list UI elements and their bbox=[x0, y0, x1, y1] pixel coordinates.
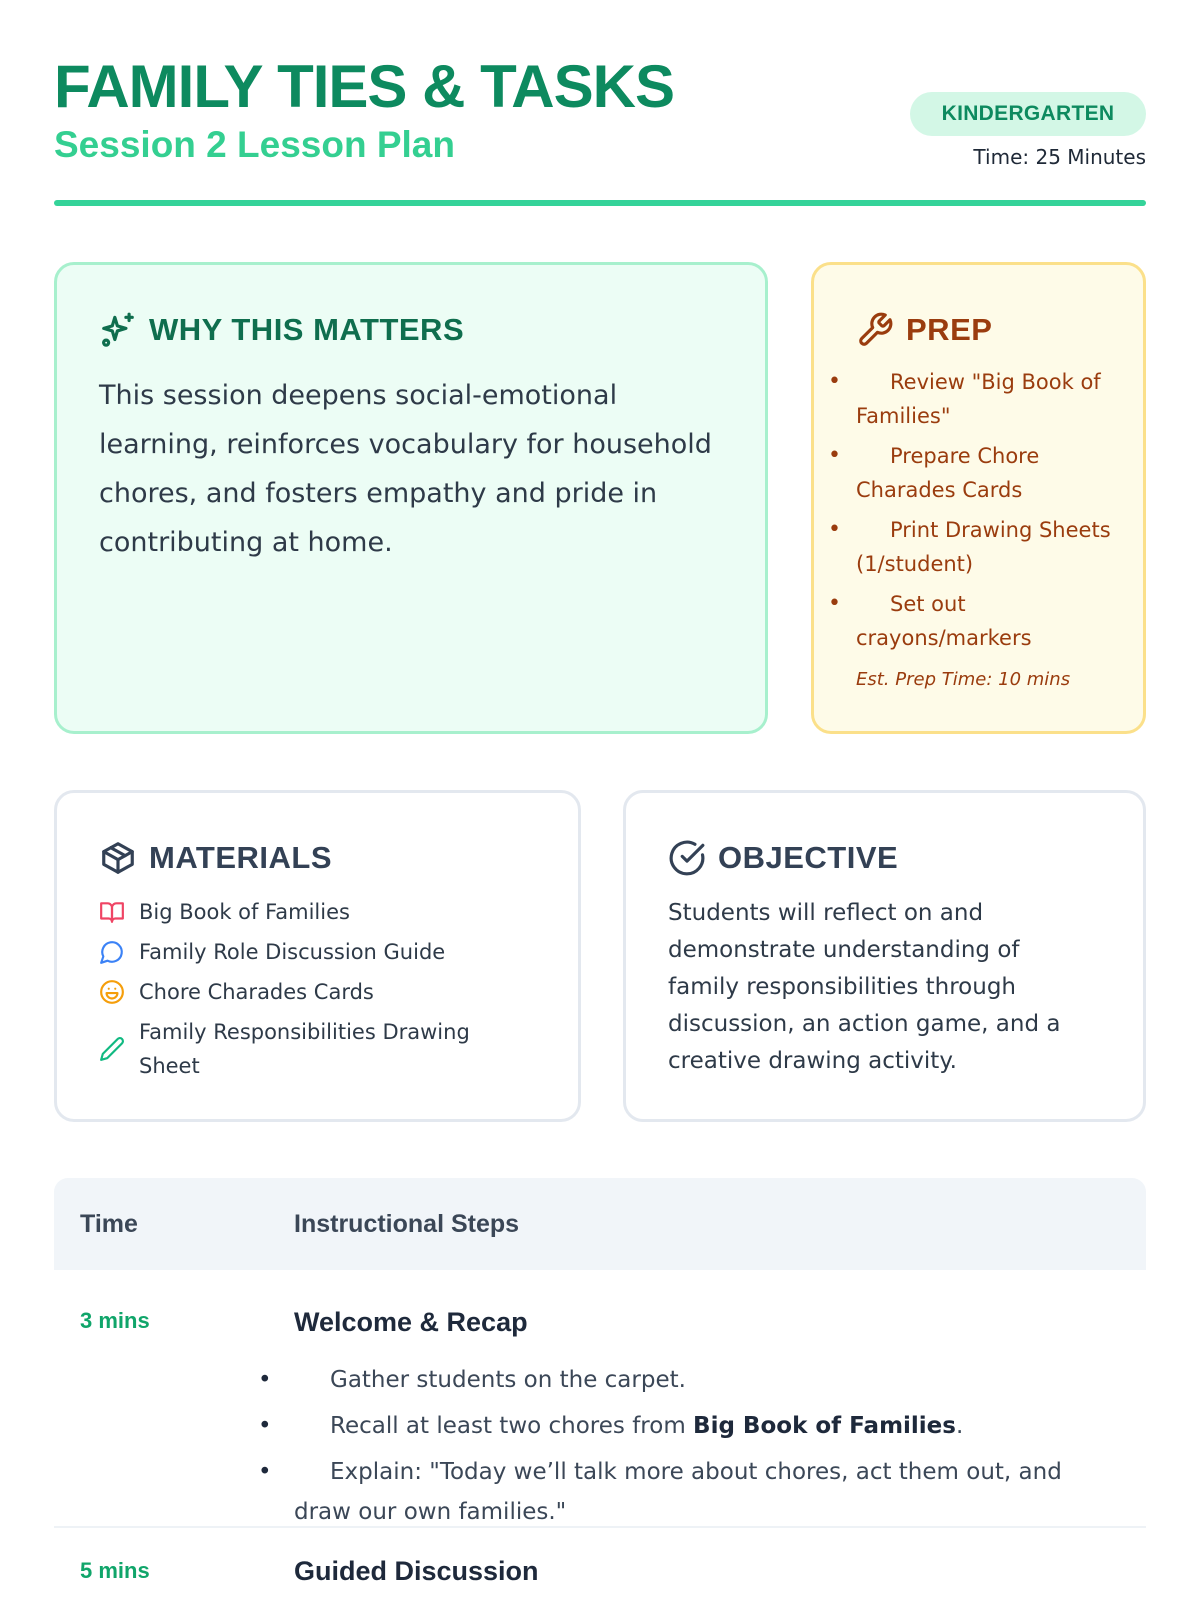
book-open-icon bbox=[99, 899, 125, 925]
chat-bubble-icon bbox=[99, 939, 125, 965]
check-circle-icon bbox=[668, 839, 706, 877]
sparkles-icon bbox=[99, 311, 137, 349]
step-item bbox=[294, 1360, 1114, 1400]
wrench-icon bbox=[856, 311, 894, 349]
column-header-time: Time bbox=[80, 1210, 138, 1238]
table-row bbox=[54, 1270, 1146, 1528]
prep-card-title: PREP bbox=[906, 312, 993, 347]
book-title-emphasis: Big Book of Families bbox=[693, 1413, 956, 1439]
objective-body: Students will reflect on and demonstrate understanding of family responsibilities through discussion, an action game, and a creative drawing activity. bbox=[668, 900, 1061, 1074]
prep-item: • Set out crayons/markers bbox=[856, 587, 1118, 655]
prep-card bbox=[811, 262, 1146, 734]
smile-icon bbox=[99, 979, 125, 1005]
table-header bbox=[54, 1178, 1146, 1270]
step-text: Gather students on the carpet. bbox=[330, 1367, 686, 1393]
step-title: Guided Discussion bbox=[294, 1556, 539, 1586]
step-text: Explain: "Today we’ll talk more about chores, act them out, and draw our own families." bbox=[294, 1459, 1062, 1525]
step-list bbox=[294, 1360, 1114, 1538]
materials-card-title: MATERIALS bbox=[149, 840, 333, 875]
pencil-icon bbox=[99, 1036, 125, 1062]
header-divider bbox=[54, 200, 1146, 206]
prep-checklist bbox=[856, 365, 1118, 661]
why-this-matters-card bbox=[54, 262, 768, 734]
step-text: . bbox=[955, 1413, 964, 1439]
prep-item: • Print Drawing Sheets (1/student) bbox=[856, 513, 1118, 581]
material-label: Family Responsibilities Drawing Sheet bbox=[139, 1020, 470, 1078]
step-duration: 5 mins bbox=[80, 1558, 150, 1583]
objective-card bbox=[623, 790, 1146, 1122]
step-item bbox=[294, 1406, 1114, 1446]
objective-card-heading bbox=[668, 839, 898, 877]
material-label: Big Book of Families bbox=[139, 900, 350, 924]
instructional-steps-table bbox=[54, 1178, 1146, 1600]
material-label: Family Role Discussion Guide bbox=[139, 940, 446, 964]
column-header-steps: Instructional Steps bbox=[294, 1210, 520, 1238]
duration-label: Time: 25 Minutes bbox=[973, 145, 1146, 169]
why-card-heading bbox=[99, 311, 464, 349]
prep-item: • Prepare Chore Charades Cards bbox=[856, 439, 1118, 507]
prep-item: • Review "Big Book of Families" bbox=[856, 365, 1118, 433]
prep-time-note: Est. Prep Time: 10 mins bbox=[856, 669, 1071, 690]
step-item bbox=[294, 1452, 1114, 1532]
material-item bbox=[99, 1015, 519, 1083]
page-title: FAMILY TIES & TASKS bbox=[54, 53, 674, 120]
prep-card-heading bbox=[856, 311, 992, 349]
materials-card-heading bbox=[99, 839, 332, 877]
objective-card-title: OBJECTIVE bbox=[718, 840, 899, 875]
why-card-title: WHY THIS MATTERS bbox=[149, 312, 465, 347]
why-card-body: This session deepens social-emotional learning, reinforces vocabulary for household chores, and fosters empathy and pride in contributing at home. bbox=[99, 380, 712, 558]
step-title: Welcome & Recap bbox=[294, 1307, 528, 1337]
step-text: Recall at least two chores from bbox=[330, 1413, 694, 1439]
materials-card bbox=[54, 790, 581, 1122]
table-row bbox=[54, 1530, 1146, 1600]
step-duration: 3 mins bbox=[80, 1308, 150, 1333]
material-item bbox=[99, 935, 519, 969]
material-item bbox=[99, 975, 519, 1009]
material-label: Chore Charades Cards bbox=[139, 980, 374, 1004]
material-item bbox=[99, 895, 519, 929]
materials-list bbox=[99, 895, 519, 1089]
page-subtitle: Session 2 Lesson Plan bbox=[54, 124, 455, 165]
grade-badge: KINDERGARTEN bbox=[910, 92, 1146, 136]
lesson-header bbox=[54, 52, 1146, 207]
box-icon bbox=[99, 839, 137, 877]
